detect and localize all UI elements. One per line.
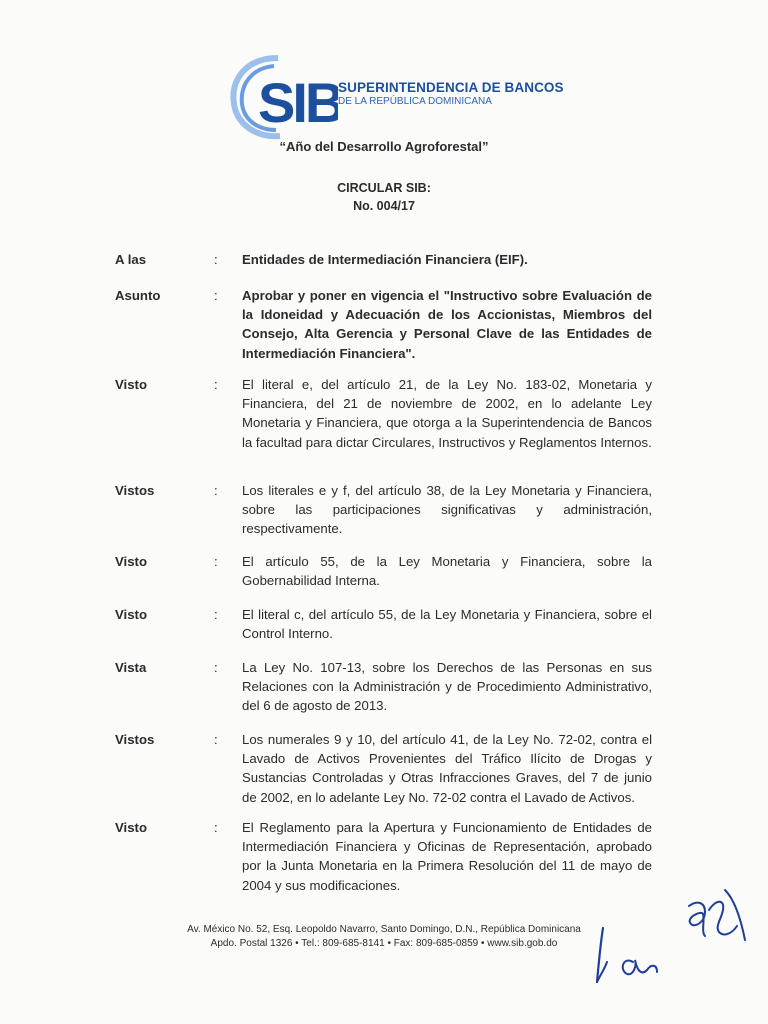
section-text: El artículo 55, de la Ley Monetaria y Financiera, sobre la Gobernabilidad Interna.: [242, 554, 652, 589]
section-colon: :: [214, 732, 218, 747]
section-colon: :: [214, 660, 218, 675]
section-label: Vistos: [115, 483, 155, 498]
section-label: Visto: [115, 607, 148, 622]
section-label: Vista: [115, 660, 147, 675]
section-text: Los numerales 9 y 10, del artículo 41, de la Ley No. 72-02, contra el Lavado de Activos Provenientes del Tráfico Ilícito de Drogas y Sustancias Controladas y Otras Infracciones Graves, del 7 de junio de 2002, en lo adelante Ley No. 72-02 contra el Lavado de Activos.: [242, 732, 652, 805]
section-text: Aprobar y poner en vigencia el "Instructivo sobre Evaluación de la Idoneidad y Adecuación de los Accionistas, Miembros del Consejo, Alta Gerencia y Personal Clave de las Entidades de Intermediación Financiera".: [242, 288, 652, 361]
org-subtitle: DE LA REPÚBLICA DOMINICANA: [338, 96, 492, 107]
section-text: El Reglamento para la Apertura y Funcionamiento de Entidades de Intermediación Financiera y Oficinas de Representación, aprobado por la Junta Monetaria en la Primera Resolución del 11 de mayo de 2004 y sus modificaciones.: [242, 820, 652, 893]
section-label: Vistos: [115, 732, 155, 747]
org-name: SUPERINTENDENCIA DE BANCOS: [338, 80, 564, 95]
circular-title: CIRCULAR SIB:: [337, 181, 431, 195]
circular-number: No. 004/17: [353, 199, 415, 213]
handwritten-initials: [585, 870, 760, 990]
section-label: Visto: [115, 554, 148, 569]
section-colon: :: [214, 607, 218, 622]
section-label: Asunto: [115, 288, 161, 303]
section-colon: :: [214, 288, 218, 303]
section-text: El literal c, del artículo 55, de la Ley Monetaria y Financiera, sobre el Control Interno.: [242, 607, 652, 642]
section-label: A las: [115, 252, 147, 267]
section-colon: :: [214, 483, 218, 498]
section-text: El literal e, del artículo 21, de la Ley No. 183-02, Monetaria y Financiera, del 21 de noviembre de 2002, en lo adelante Ley Monetaria y Financiera, que otorga a la Superintendencia de Bancos la facultad para dictar Circulares, Instructivos y Reglamentos Internos.: [242, 377, 652, 450]
section-colon: :: [214, 554, 218, 569]
logo-letters: SIB: [258, 71, 338, 134]
section-text: Los literales e y f, del artículo 38, de la Ley Monetaria y Financiera, sobre las participaciones significativas y administración, respectivamente.: [242, 483, 652, 537]
section-colon: :: [214, 377, 218, 392]
section-text: Entidades de Intermediación Financiera (EIF).: [242, 252, 528, 267]
section-colon: :: [214, 820, 218, 835]
section-text: La Ley No. 107-13, sobre los Derechos de las Personas en sus Relaciones con la Administración y de Procedimiento Administrativo, del 6 de agosto de 2013.: [242, 660, 652, 714]
section-colon: :: [214, 252, 218, 267]
footer-contact: Apdo. Postal 1326 • Tel.: 809-685-8141 • Fax: 809-685-0859 • www.sib.gob.do: [210, 938, 558, 949]
section-label: Visto: [115, 820, 148, 835]
year-motto: “Año del Desarrollo Agroforestal”: [279, 139, 489, 154]
section-label: Visto: [115, 377, 148, 392]
footer-address: Av. México No. 52, Esq. Leopoldo Navarro, Santo Domingo, D.N., República Dominicana: [187, 924, 581, 935]
sib-logo-mark: [228, 52, 338, 142]
